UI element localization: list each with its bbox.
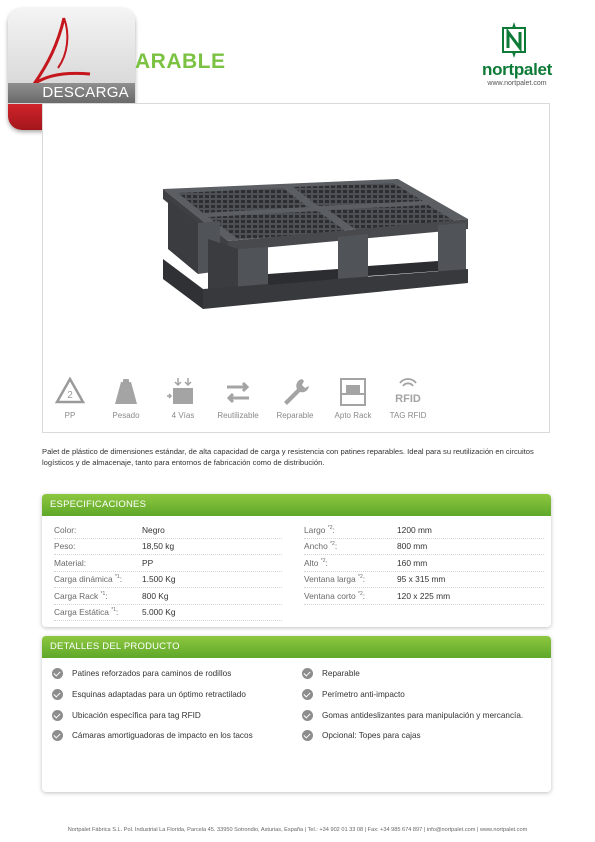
spec-key-text: Carga dinámica <box>54 574 113 585</box>
spec-footnote-mark: *2 <box>358 574 363 581</box>
spec-row <box>304 555 544 572</box>
logo-wordmark: nortpalet <box>481 60 553 79</box>
spec-footnote-mark: *2 <box>358 590 363 597</box>
spec-footnote-mark: *1 <box>111 607 116 614</box>
check-icon <box>52 668 63 679</box>
spec-footnote-mark: *2 <box>320 558 326 564</box>
feature-pp <box>40 376 100 420</box>
spec-key-text: Ventana corto <box>304 590 356 601</box>
weight-icon <box>109 376 143 408</box>
spec-key <box>54 541 75 551</box>
logo-url: www.nortpalet.com <box>487 80 547 87</box>
spec-row <box>54 555 282 572</box>
details-panel <box>42 636 551 792</box>
feature-icons-row <box>43 376 549 428</box>
spec-value: 120 x 225 mm <box>397 590 451 601</box>
pallet-image <box>108 179 478 324</box>
detail-text: Reparable <box>322 669 360 678</box>
spec-key-text: Ventana larga <box>304 574 356 585</box>
spec-key: Carga dinámica $^{*1}$: <box>54 574 123 585</box>
spec-key-text: Largo <box>304 525 326 535</box>
specifications-heading: ESPECIFICACIONES <box>42 494 551 516</box>
spec-footnote-mark: *1 <box>114 574 120 581</box>
product-description: Palet de plástico de dimensiones estándar, de alta capacidad de carga y resistencia con patines reparables. Ideal para su reutilización en circuitos logísticos y de almacenaje, tanto para entornos de fabricación como de distribución. <box>42 447 534 467</box>
four-ways-icon <box>166 376 200 408</box>
feature-weight <box>96 376 156 420</box>
feature-rfid <box>378 376 438 420</box>
detail-text: Esquinas adaptadas para un óptimo retractilado <box>72 689 246 699</box>
logo-n-icon <box>502 22 526 58</box>
pdf-download-label: DESCARGA <box>8 83 135 103</box>
spec-key: Carga Rack $^{*1}$: <box>54 590 108 601</box>
detail-text: Gomas antideslizantes para manipulación y mercancía. <box>322 710 524 720</box>
spec-key: Ventana corto $^{*2}$: <box>304 590 366 601</box>
spec-row <box>304 538 544 555</box>
spec-row <box>304 522 544 539</box>
spec-row <box>304 588 544 605</box>
feature-label: Apto Rack <box>334 411 372 420</box>
spec-key: Largo $^{*2}$: <box>304 525 335 535</box>
page-title: ARABLE <box>135 50 226 73</box>
spec-value: PP <box>142 557 154 568</box>
spec-row <box>54 604 282 621</box>
detail-text: Cámaras amortiguadoras de impacto en los tacos <box>72 731 253 741</box>
rack-icon <box>336 376 370 408</box>
spec-footnote-mark: *2 <box>330 541 335 548</box>
spec-footnote-mark: *1 <box>100 590 106 597</box>
wrench-icon <box>278 376 312 408</box>
acrobat-swoosh-icon <box>28 14 98 94</box>
spec-value: 1.500 Kg <box>142 574 176 585</box>
spec-value: 5.000 Kg <box>142 607 176 617</box>
spec-row <box>54 588 282 605</box>
feature-rack <box>323 376 383 420</box>
check-icon <box>52 710 63 721</box>
reuse-arrows-icon <box>221 376 255 408</box>
detail-text: Patines reforzados para caminos de rodillos <box>72 669 232 678</box>
check-icon <box>52 730 63 741</box>
spec-row <box>54 571 282 588</box>
svg-text:2: 2 <box>67 390 73 401</box>
spec-key <box>54 525 76 535</box>
spec-value: 1200 mm <box>397 525 432 535</box>
feature-reusable <box>208 376 268 420</box>
spec-key-text: Ancho <box>304 541 328 552</box>
spec-key <box>54 558 86 568</box>
spec-key-text: Carga Rack <box>54 590 99 601</box>
spec-key: Carga Estática $^{*1}$: <box>54 607 119 617</box>
spec-key-text: Peso: <box>54 541 76 552</box>
check-icon <box>52 689 63 700</box>
rfid-icon <box>391 376 425 408</box>
spec-footnote-mark: *2 <box>327 525 333 532</box>
details-heading: DETALLES DEL PRODUCTO <box>42 636 551 658</box>
feature-four-ways <box>153 376 213 420</box>
detail-text: Opcional: Topes para cajas <box>322 731 421 741</box>
spec-key-text: Carga Estática <box>54 607 109 617</box>
spec-key-text: Color: <box>54 525 77 535</box>
detail-text: Ubicación específica para tag RFID <box>72 710 201 720</box>
check-icon <box>302 668 313 679</box>
check-icon <box>302 730 313 741</box>
svg-text:RFID: RFID <box>395 393 421 405</box>
feature-label: Reutilizable <box>217 411 259 420</box>
spec-value: 160 mm <box>397 557 428 568</box>
spec-key-text: Material: <box>54 557 87 568</box>
spec-key: Ancho $^{*2}$: <box>304 541 338 552</box>
spec-key: Ventana larga $^{*2}$: <box>304 574 366 585</box>
feature-label: 4 Vías <box>171 411 195 420</box>
spec-row <box>54 522 282 539</box>
product-frame <box>42 103 550 433</box>
footer-contact: Nortpalet Fábrica S.L. Pol. Industrial La Florida, Parcela 45. 33950 Sotrondio, Asturias, España | Tel.: +34 902 01 33 08 | Fax: +34 985 674 897 | info@nortpalet.com | www.nortpalet.com <box>67 827 528 833</box>
spec-value: 800 mm <box>397 541 428 552</box>
feature-label: Pesado <box>112 411 140 420</box>
detail-text: Perímetro anti-impacto <box>322 689 405 699</box>
feature-label: Reparable <box>276 411 314 420</box>
spec-key: Alto $^{*2}$: <box>304 557 328 568</box>
spec-value: 95 x 315 mm <box>397 574 446 585</box>
spec-key-text: Alto <box>304 557 319 568</box>
recycle-pp-icon <box>53 376 87 408</box>
nortpalet-logo[interactable] <box>472 22 562 92</box>
spec-value: 18,50 kg <box>142 541 175 552</box>
feature-repairable <box>265 376 325 420</box>
spec-value: Negro <box>142 525 165 535</box>
check-icon <box>302 689 313 700</box>
feature-label: PP <box>64 411 76 420</box>
spec-row <box>304 571 544 588</box>
check-icon <box>302 710 313 721</box>
feature-label: TAG RFID <box>389 411 427 420</box>
spec-value: 800 Kg <box>142 590 169 601</box>
spec-row <box>54 538 282 555</box>
specifications-panel <box>42 494 551 627</box>
